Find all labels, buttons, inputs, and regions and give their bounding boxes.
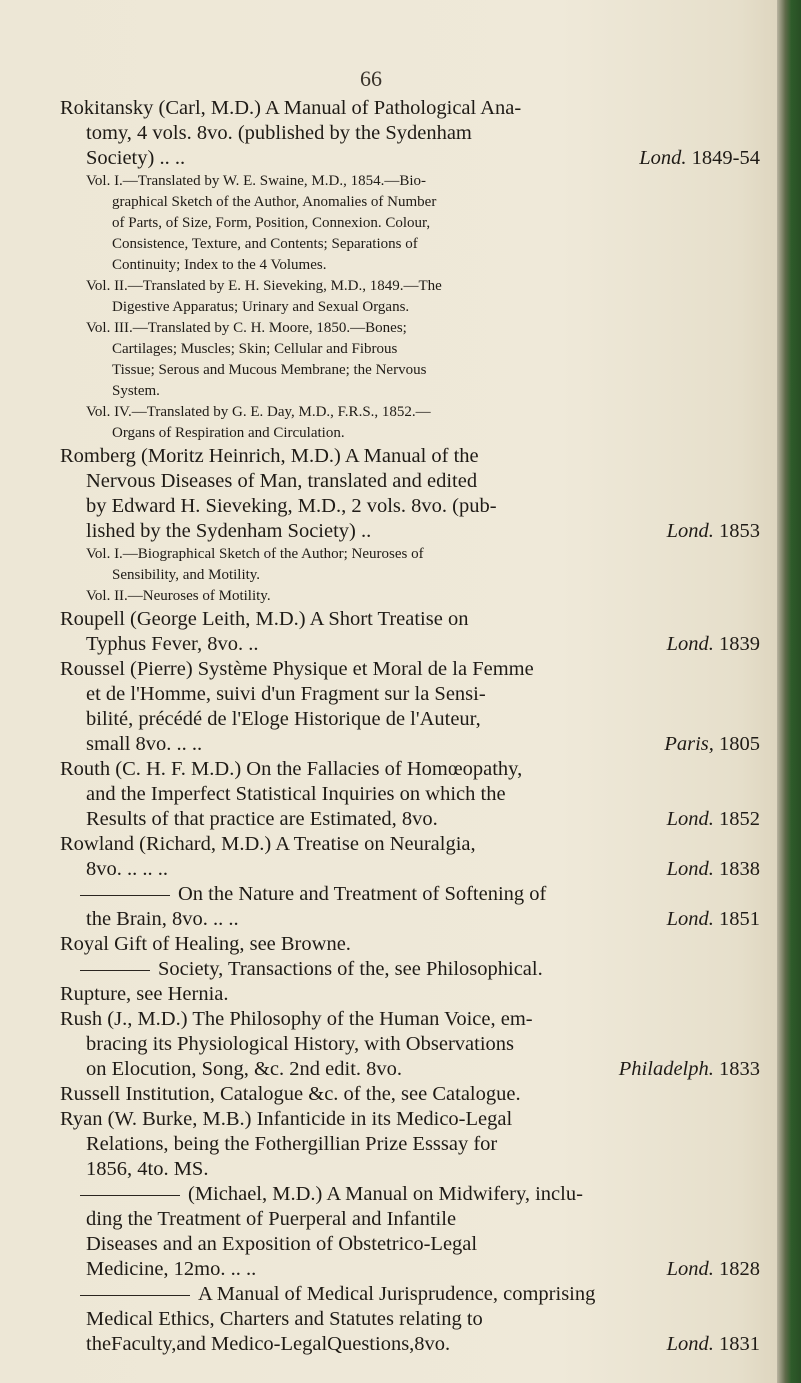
imprint [667, 857, 760, 882]
entry-line [60, 1032, 760, 1057]
entry-line [60, 607, 760, 632]
entry-line [60, 1232, 760, 1257]
ditto-dash [80, 970, 150, 971]
imprint-place: Lond. [666, 1258, 714, 1280]
entry-main-text [60, 932, 760, 957]
catalogue-entry [60, 607, 760, 657]
entry-main-text [60, 607, 760, 657]
entry-line-text: by Edward H. Sieveking, M.D., 2 vols. 8vo. (pub- [86, 495, 497, 517]
entry-line-text: Medical Ethics, Charters and Statutes relating to [86, 1308, 483, 1330]
catalogue-entry [60, 757, 760, 832]
imprint-place: Lond. [666, 908, 714, 930]
entry-line-text: and the Imperfect Statistical Inquiries on which the [86, 783, 506, 805]
entry-line-text: Society) .. .. [86, 147, 186, 169]
entry-line-text: Typhus Fever, 8vo. .. [86, 633, 259, 655]
volume-note-line: of Parts, of Size, Form, Position, Connexion. Colour, [112, 215, 431, 231]
catalogue-entry [60, 957, 760, 982]
volume-note-line: Vol. III.—Translated by C. H. Moore, 1850.—Bones; [86, 320, 407, 336]
imprint-year: 1831 [719, 1333, 760, 1355]
entry-line [60, 444, 760, 469]
entry-line [60, 519, 760, 544]
imprint-year: 1849-54 [691, 147, 760, 169]
entry-line-text: Relations, being the Fothergillian Prize Esssay for [86, 1133, 498, 1155]
entry-line [60, 1332, 760, 1357]
entry-line [60, 832, 760, 857]
catalogue-entry [60, 1007, 760, 1082]
catalogue-entry [60, 1082, 760, 1107]
entry-main-text [60, 96, 760, 171]
entry-line [60, 146, 760, 171]
imprint-place: Lond. [666, 520, 714, 542]
entry-line [60, 1057, 760, 1082]
entry-main-text [60, 1182, 760, 1282]
entry-main-text [60, 957, 760, 982]
entry-line-text: Ryan (W. Burke, M.B.) Infanticide in its Medico-Legal [60, 1108, 513, 1130]
entry-line-text: bilité, précédé de l'Eloge Historique de l'Auteur, [86, 708, 481, 730]
entry-line [60, 1182, 760, 1207]
volume-note-line: Cartilages; Muscles; Skin; Cellular and Fibrous [112, 341, 398, 357]
entry-line-text: Diseases and an Exposition of Obstetrico-Legal [86, 1233, 478, 1255]
entry-line-text: Roussel (Pierre) Système Physique et Moral de la Femme [60, 658, 534, 680]
entry-line [60, 757, 760, 782]
volume-note-line: Vol. I.—Translated by W. E. Swaine, M.D., 1854.—Bio- [86, 173, 427, 189]
catalogue-entry [60, 982, 760, 1007]
entry-main-text [60, 1007, 760, 1082]
entry-line-text: lished by the Sydenham Society) .. [86, 520, 372, 542]
volume-note-line: Digestive Apparatus; Urinary and Sexual Organs. [112, 299, 410, 315]
entry-line-text: Results of that practice are Estimated, 8vo. [86, 808, 438, 830]
entry-line-text: tomy, 4 vols. 8vo. (published by the Sydenham [86, 122, 472, 144]
entry-line [60, 882, 760, 907]
volume-note-line: Consistence, Texture, and Contents; Separations of [112, 236, 418, 252]
entry-main-text [60, 444, 760, 544]
entry-line-text: Society, Transactions of the, see Philosophical. [158, 958, 543, 980]
imprint-year: 1833 [719, 1058, 760, 1080]
entry-main-text [60, 882, 760, 932]
catalogue-entry [60, 657, 760, 757]
entry-main-text [60, 1282, 760, 1357]
entry-line [60, 932, 760, 957]
entry-line [60, 1132, 760, 1157]
volume-note [60, 171, 760, 276]
entry-line [60, 632, 760, 657]
entry-line [60, 1207, 760, 1232]
volume-note-line: Vol. II.—Neuroses of Motility. [86, 588, 271, 604]
volume-note [60, 402, 760, 444]
volume-note-line: System. [112, 383, 160, 399]
entry-line-text: Rokitansky (Carl, M.D.) A Manual of Pathological Ana- [60, 97, 522, 119]
volume-note-line: Sensibility, and Motility. [112, 567, 261, 583]
imprint-year: 1853 [719, 520, 760, 542]
imprint [667, 907, 760, 932]
entry-line-text: Rupture, see Hernia. [60, 983, 229, 1005]
entry-line [60, 957, 760, 982]
imprint [667, 1257, 760, 1282]
imprint-place: Lond. [666, 1333, 714, 1355]
entry-line [60, 782, 760, 807]
imprint [667, 807, 760, 832]
catalogue-entry [60, 1182, 760, 1282]
entry-line [60, 682, 760, 707]
imprint-year: 1851 [719, 908, 760, 930]
entry-line [60, 494, 760, 519]
entry-line [60, 982, 760, 1007]
entry-line [60, 707, 760, 732]
page-edge [777, 0, 801, 1383]
catalogue-entry [60, 444, 760, 607]
entry-line-text: ding the Treatment of Puerperal and Infantile [86, 1208, 457, 1230]
catalogue-entries [60, 96, 760, 1357]
entry-line [60, 469, 760, 494]
volume-note [60, 586, 760, 607]
volume-note [60, 276, 760, 318]
entry-main-text [60, 1107, 760, 1182]
entry-line-text: Rush (J., M.D.) The Philosophy of the Human Voice, em- [60, 1008, 533, 1030]
entry-line [60, 1307, 760, 1332]
imprint [664, 732, 760, 757]
entry-line-text: Royal Gift of Healing, see Browne. [60, 933, 351, 955]
catalogue-entry [60, 96, 760, 444]
entry-line-text: Russell Institution, Catalogue &c. of the, see Catalogue. [60, 1083, 521, 1105]
entry-line [60, 907, 760, 932]
imprint-place: Philadelph. [618, 1058, 714, 1080]
entry-line-text: On the Nature and Treatment of Softening of [178, 883, 547, 905]
entry-line-text: theFaculty,and Medico-LegalQuestions,8vo. [86, 1333, 451, 1355]
volume-note-line: Continuity; Index to the 4 Volumes. [112, 257, 327, 273]
catalogue-entry [60, 1282, 760, 1357]
entry-main-text [60, 757, 760, 832]
ditto-dash [80, 1295, 190, 1296]
ditto-dash [80, 895, 170, 896]
entry-line [60, 657, 760, 682]
imprint-year: 1839 [719, 633, 760, 655]
entry-line [60, 121, 760, 146]
entry-line-text: Rowland (Richard, M.D.) A Treatise on Neuralgia, [60, 833, 476, 855]
volume-note-line: Vol. II.—Translated by E. H. Sieveking, M.D., 1849.—The [86, 278, 442, 294]
entry-line [60, 1257, 760, 1282]
catalogue-entry [60, 882, 760, 932]
entry-line [60, 96, 760, 121]
volume-note-line: Organs of Respiration and Circulation. [112, 425, 345, 441]
imprint-year: 1838 [719, 858, 760, 880]
catalogue-entry [60, 932, 760, 957]
imprint-year: 1805 [719, 733, 760, 755]
entry-line [60, 732, 760, 757]
imprint [619, 1057, 760, 1082]
entry-line [60, 1082, 760, 1107]
entry-line-text: 1856, 4to. MS. [86, 1158, 209, 1180]
entry-main-text [60, 1082, 760, 1107]
imprint [667, 1332, 760, 1357]
entry-line [60, 1107, 760, 1132]
entry-line-text: Romberg (Moritz Heinrich, M.D.) A Manual of the [60, 445, 479, 467]
imprint-place: Paris, [664, 733, 714, 755]
catalogue-entry [60, 832, 760, 882]
entry-line-text: Routh (C. H. F. M.D.) On the Fallacies of Homœopathy, [60, 758, 523, 780]
entry-line-text: bracing its Physiological History, with Observations [86, 1033, 514, 1055]
entry-main-text [60, 982, 760, 1007]
entry-line-text: et de l'Homme, suivi d'un Fragment sur la Sensi- [86, 683, 486, 705]
imprint [667, 632, 760, 657]
entry-line [60, 1007, 760, 1032]
entry-line-text: 8vo. .. .. .. [86, 858, 168, 880]
volume-note [60, 544, 760, 586]
entry-line [60, 1282, 760, 1307]
ditto-dash [80, 1195, 180, 1196]
imprint-place: Lond. [666, 808, 714, 830]
entry-main-text [60, 657, 760, 757]
imprint-place: Lond. [666, 858, 714, 880]
volume-note-line: Vol. IV.—Translated by G. E. Day, M.D., F.R.S., 1852.— [86, 404, 431, 420]
entry-line [60, 1157, 760, 1182]
entry-line [60, 857, 760, 882]
entry-main-text [60, 832, 760, 882]
imprint-place: Lond. [666, 633, 714, 655]
entry-line-text: Medicine, 12mo. .. .. [86, 1258, 257, 1280]
entry-line-text: A Manual of Medical Jurisprudence, comprising [198, 1283, 596, 1305]
catalogue-entry [60, 1107, 760, 1182]
entry-line-text: Roupell (George Leith, M.D.) A Short Treatise on [60, 608, 469, 630]
volume-note-line: graphical Sketch of the Author, Anomalies of Number [112, 194, 437, 210]
volume-note-line: Tissue; Serous and Mucous Membrane; the Nervous [112, 362, 427, 378]
entry-line [60, 807, 760, 832]
imprint-year: 1852 [719, 808, 760, 830]
imprint-place: Lond. [639, 147, 687, 169]
volume-note-line: Vol. I.—Biographical Sketch of the Author; Neuroses of [86, 546, 424, 562]
page-number: 66 [360, 66, 382, 91]
volume-note [60, 318, 760, 402]
imprint [667, 519, 760, 544]
entry-line-text: (Michael, M.D.) A Manual on Midwifery, inclu- [188, 1183, 583, 1205]
imprint-year: 1828 [719, 1258, 760, 1280]
imprint [639, 146, 760, 171]
entry-line-text: on Elocution, Song, &c. 2nd edit. 8vo. [86, 1058, 403, 1080]
entry-line-text: small 8vo. .. .. [86, 733, 203, 755]
entry-line-text: the Brain, 8vo. .. .. [86, 908, 239, 930]
entry-line-text: Nervous Diseases of Man, translated and edited [86, 470, 478, 492]
